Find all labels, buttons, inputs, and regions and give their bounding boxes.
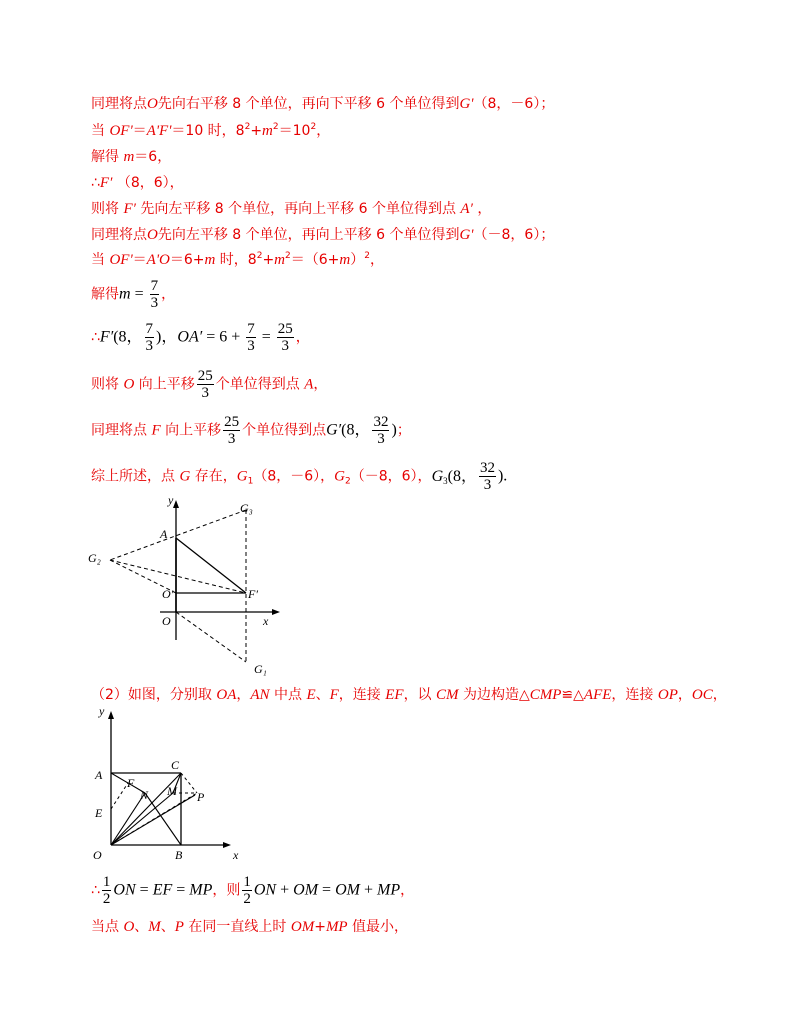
text-line-13: （2）如图，分别取 OA，AN 中点 E、F，连接 EF，以 CM 为边构造△CMP≌△AFE，连接 OP，OC， <box>91 687 727 703</box>
text-line-10: 则将 O 向上平移 $\frac{25}{3}$ 个单位得到点 A， <box>91 368 328 401</box>
text-line-1: 同理将点O先向右平移 8 个单位，再向下平移 6 个单位得到G'（8，－6）； <box>91 96 555 112</box>
fig2-label-p: P <box>197 790 205 804</box>
fig2-label-c: C <box>171 758 180 772</box>
fig2-label-m: M <box>167 784 177 798</box>
fig1-label-o-prime: O′ <box>162 587 174 601</box>
fig1-label-y: y <box>168 493 174 507</box>
text-line-2: 当 OF'＝A'F'＝10 时，$8^2+m^2=10^2$， <box>91 122 331 139</box>
fig2-label-e: E <box>95 806 103 820</box>
fig1-label-o: O <box>162 614 171 628</box>
text-line-9: ∴F′(8， $\frac{7}{3}$ )，OA′ = 6 + $\frac{7}{3}$ = $\frac{25}{3}$ ， <box>91 321 310 354</box>
text-line-15: 当点 O、M、P 在同一直线上时 OM+MP 值最小， <box>91 919 409 935</box>
text-line-3: 解得 m＝6， <box>91 149 172 165</box>
text-line-5: 则将 F′ 先向左平移 8 个单位，再向上平移 6 个单位得到点 A′ ， <box>91 201 492 217</box>
fig1-label-g2: G₂ <box>88 551 101 565</box>
fig1-label-g1: G₁ <box>254 662 267 676</box>
fig2-label-b: B <box>175 848 183 862</box>
fig2-label-a: A <box>95 768 103 782</box>
figure-coordinate-g-points <box>80 490 300 680</box>
fig2-label-y: y <box>99 705 105 718</box>
text-line-11: 同理将点 F 向上平移 $\frac{25}{3}$ 个单位得到点G′(8， $\frac{32}{3}$ )； <box>91 414 411 447</box>
fig2-label-x: x <box>233 848 239 862</box>
text-line-7: 当 OF'＝A'O＝6+m 时，$8^2+m^2=(6+m)^2$， <box>91 251 384 268</box>
figure-square-construction <box>85 705 255 865</box>
text-line-12: 综上所述，点 G 存在，$G_1(8$，－6），$G_2(-8$，6），$G_3(8$， $\frac{32}{3}$ ). <box>91 460 508 493</box>
fig2-label-o: O <box>93 848 102 862</box>
text-line-8: 解得m = $\frac{7}{3}$ ， <box>91 278 176 311</box>
fig1-label-x: x <box>263 614 269 628</box>
text-line-4: ∴F′ （8，6）， <box>91 175 184 191</box>
fig1-label-f-prime: F′ <box>248 587 258 601</box>
fig2-label-n: N <box>140 788 149 802</box>
fig1-label-a: A <box>160 527 168 541</box>
text-line-6: 同理将点O先向左平移 8 个单位，再向上平移 6 个单位得到G'（－8，6）； <box>91 227 555 243</box>
text-line-14: ∴ $\frac{1}{2}$ ON = EF = MP，则 $\frac{1}{2}$ ON + OM = OM + MP， <box>91 874 415 907</box>
fig1-label-g3: G₃ <box>240 501 253 515</box>
fig2-label-f: F <box>127 776 135 790</box>
